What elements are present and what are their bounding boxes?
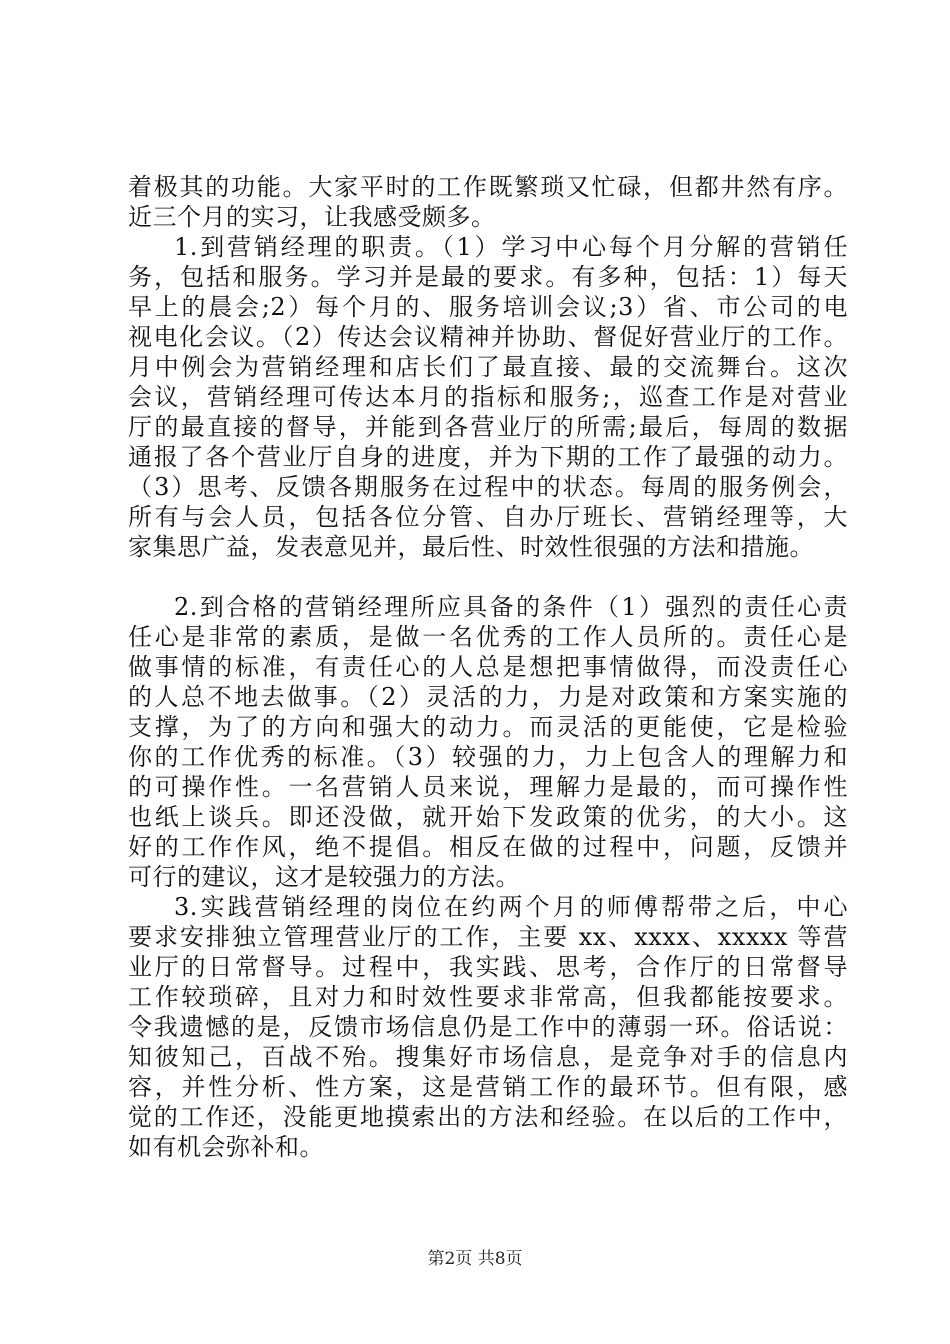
text-line: 视电化会议。（2）传达会议精神并协助、督促好营业厅的工作。 [128, 323, 848, 351]
text-line: 月中例会为营销经理和店长们了最直接、最的交流舞台。这次 [128, 353, 848, 381]
text-line: 要求安排独立管理营业厅的工作，主要 xx、xxxx、xxxxx 等营 [128, 923, 848, 951]
text-line: 近三个月的实习，让我感受颇多。 [128, 203, 496, 231]
text-line: 通报了各个营业厅自身的进度，并为下期的工作了最强的动力。 [128, 443, 848, 471]
text-line: 好的工作作风，绝不提倡。相反在做的过程中，问题，反馈并 [128, 833, 848, 861]
text-line: 的人总不地去做事。（2）灵活的力，力是对政策和方案实施的 [128, 683, 848, 711]
paragraph-intro [128, 172, 848, 232]
text-line: 着极其的功能。大家平时的工作既繁琐又忙碌，但都井然有序。 [128, 173, 848, 201]
text-line: 令我遗憾的是，反馈市场信息仍是工作中的薄弱一环。俗话说： [128, 1013, 848, 1041]
text-line: 支撑，为了的方向和强大的动力。而灵活的更能使，它是检验 [128, 713, 848, 741]
text-line: 如有机会弥补和。 [128, 1133, 324, 1161]
text-line: 所有与会人员，包括各位分管、自办厅班长、营销经理等，大 [128, 503, 848, 531]
text-line: 可行的建议，这才是较强力的方法。 [128, 863, 520, 891]
text-line: 容，并性分析、性方案，这是营销工作的最环节。但有限，感 [128, 1073, 848, 1101]
text-line: 做事情的标准，有责任心的人总是想把事情做得，而没责任心 [128, 653, 848, 681]
text-line: （3）思考、反馈各期服务在过程中的状态。每周的服务例会， [128, 473, 848, 501]
text-line: 也纸上谈兵。即还没做，就开始下发政策的优劣，的大小。这 [128, 803, 848, 831]
text-line: 会议，营销经理可传达本月的指标和服务;，巡查工作是对营业 [128, 383, 848, 411]
text-line: 任心是非常的素质，是做一名优秀的工作人员所的。责任心是 [128, 623, 848, 651]
text-line: 3.实践营销经理的岗位在约两个月的师傅帮带之后，中心 [174, 893, 848, 921]
text-line: 的可操作性。一名营销人员来说，理解力是最的，而可操作性 [128, 773, 848, 801]
text-line: 知彼知己，百战不殆。搜集好市场信息，是竞争对手的信息内 [128, 1043, 848, 1071]
text-line: 厅的最直接的督导，并能到各营业厅的所需;最后，每周的数据 [128, 413, 848, 441]
text-line: 1.到营销经理的职责。（1）学习中心每个月分解的营销任 [174, 233, 848, 261]
paragraph-section-1 [128, 232, 848, 562]
text-line: 工作较琐碎，且对力和时效性要求非常高，但我都能按要求。 [128, 983, 848, 1011]
text-line: 业厅的日常督导。过程中，我实践、思考，合作厅的日常督导 [128, 953, 848, 981]
text-line: 你的工作优秀的标准。（3）较强的力，力上包含人的理解力和 [128, 743, 848, 771]
text-line: 早上的晨会;2）每个月的、服务培训会议;3）省、市公司的电 [128, 293, 848, 321]
text-line: 2.到合格的营销经理所应具备的条件（1）强烈的责任心责 [174, 593, 848, 621]
paragraph-section-3 [128, 892, 848, 1162]
text-line: 觉的工作还，没能更地摸索出的方法和经验。在以后的工作中， [128, 1103, 848, 1131]
paragraph-section-2 [128, 592, 848, 892]
document-body [128, 172, 848, 1162]
page-number-footer: 第2页 共8页 [427, 1249, 523, 1269]
text-line: 家集思广益，发表意见并，最后性、时效性很强的方法和措施。 [128, 533, 814, 561]
text-line: 务，包括和服务。学习并是最的要求。有多种，包括：1）每天 [128, 263, 848, 291]
